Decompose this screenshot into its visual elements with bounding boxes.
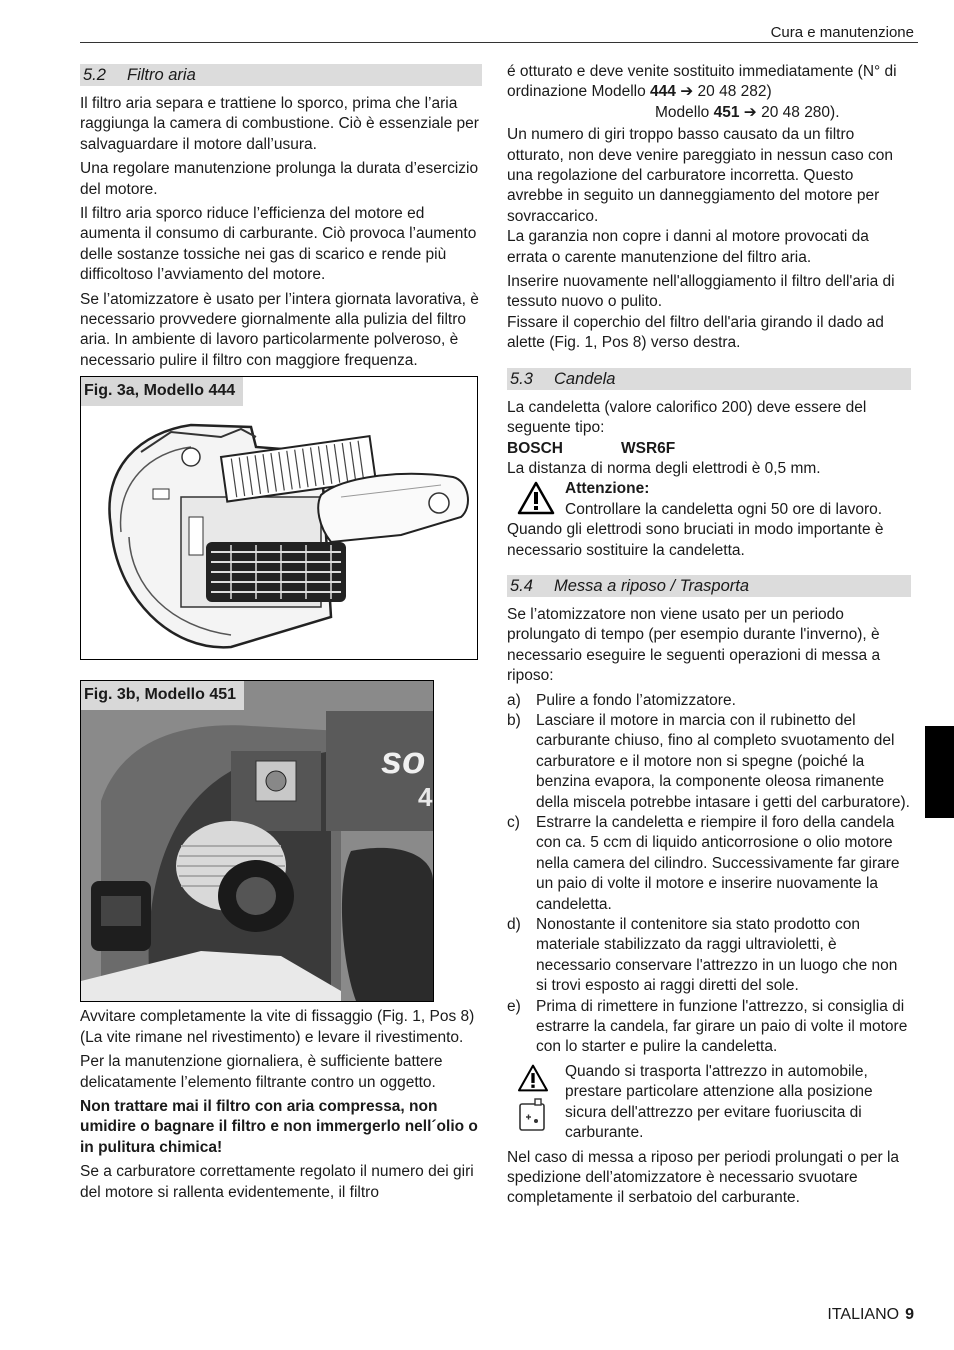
language-tab-marker [925, 726, 954, 818]
paragraph: Inserire nuovamente nell'alloggiamento il filtro dell'aria di tessuto nuovo o pulito. [507, 273, 895, 311]
transport-text: Quando si trasporta l'attrezzo in automobile, prestare particolare attenzione alla posizione sicura dell'attrezzo per evitare fuoriuscita di carburante. [565, 1062, 873, 1142]
list-text: Nonostante il contenitore sia stato prodotto con materiale stabilizzato da raggi ultravioletti, è necessario conservare l'attrezzo in un luogo che non si trovi esposto ai raggi diretti del sole. [536, 916, 898, 995]
storage-steps-list [507, 691, 911, 1058]
paragraph: Se l’atomizzatore non viene usato per un periodo prolungato di tempo (per esempio durante l'inverno), è necessario eseguire le seguenti operazioni di messa a riposo: [507, 605, 881, 685]
section-title: Filtro aria [127, 66, 196, 84]
attention-label: Attenzione: [565, 480, 650, 498]
list-marker: b) [507, 711, 521, 729]
attention-text [507, 500, 911, 561]
section-heading-5-4 [507, 575, 911, 597]
list-marker: e) [507, 997, 521, 1015]
continuation-text: é otturato e deve venite sostituito immediatamente (N° di ordinazione Modello [507, 63, 897, 101]
page-number: 9 [905, 1306, 914, 1323]
list-item [507, 997, 911, 1058]
list-item [507, 813, 911, 915]
transport-warning [507, 1062, 911, 1144]
model-prefix: Modello [655, 103, 710, 121]
transport-icons [517, 1064, 549, 1132]
arrow-icon: ➔ [680, 83, 694, 101]
order-number-451: 20 48 280). [761, 103, 840, 121]
list-text: Estrarre la candeletta e riempire il foro della candela con ca. 5 ccm di liquido anticorrosione o olio motore nella camera del cilindro. Successivamente far girare un paio di volte il motore e inserire nuovamente la candeletta. [536, 814, 900, 913]
paragraph: Una regolare manutenzione prolunga la durata d’esercizio del motore. [80, 160, 479, 198]
paragraph: Il filtro aria sporco riduce l’efficienza del motore ed aumenta il consumo di carburante. Ciò provoca l’aumento delle sostanze tossiche nei gas di scarico e rende più difficoltoso l’avviamento del motore. [80, 205, 477, 284]
section-heading-5-2 [80, 64, 482, 86]
order-number-paragraph [507, 62, 911, 123]
list-marker: a) [507, 691, 521, 709]
warning-triangle-icon [517, 1064, 549, 1092]
paragraph: La distanza di norma degli elettrodi è 0,5 mm. [507, 459, 821, 477]
brand-fragment: so [381, 740, 426, 783]
list-item [507, 691, 911, 711]
paragraph: Se a carburatore correttamente regolato il numero dei giri del motore si rallenta evidentemente, il filtro [80, 1163, 474, 1201]
model-451: 451 [713, 103, 740, 121]
right-column [507, 62, 911, 1213]
fuel-canister-icon [517, 1098, 547, 1132]
list-marker: c) [507, 814, 520, 831]
figure-caption: Fig. 3b, Modello 451 [81, 681, 244, 709]
spark-plug-brand: BOSCH [507, 439, 563, 457]
attention-block [507, 479, 911, 499]
list-marker: d) [507, 916, 521, 934]
attention-body: Controllare la candeletta ogni 50 ore di lavoro. Quando gli elettrodi sono bruciati in modo importante è necessario sostituire la candeletta. [507, 500, 884, 559]
paragraph: Avvitare completamente la vite di fissaggio (Fig. 1, Pos 8) (La vite rimane nel rivestimento) e levare il rivestimento. [80, 1008, 475, 1046]
air-filter-photo-444 [81, 377, 477, 659]
list-item [507, 915, 911, 997]
bold-warning: Non trattare mai il filtro con aria compressa, non umidire o bagnare il filtro e non immergerlo nell´olio o in pulitura chimica! [80, 1097, 478, 1156]
paragraph: Se l’atomizzatore è usato per l’intera giornata lavorativa, è necessario provvedere giornalmente alla pulizia del filtro aria. In ambiente di lavoro particolarmente polveroso, è necessario pulire il filtro con maggiore frequenza. [80, 290, 479, 369]
page-footer [827, 1305, 914, 1325]
model-fragment: 4 [418, 782, 433, 813]
paragraph: Per la manutenzione giornaliera, è sufficiente battere delicatamente l’elemento filtrante contro un oggetto. [80, 1053, 443, 1091]
list-text: Lasciare il motore in marcia con il rubinetto del carburante chiuso, fino al completo svuotamento del carburatore e il motore non si spegne (poiché la benzina evapora, la componente oleosa rimanente della miscela potrebbe intasare i getti del carburatore). [536, 711, 910, 811]
arrow-icon: ➔ [743, 103, 757, 121]
page-header-title: Cura e manutenzione [770, 24, 914, 41]
list-text: Pulire a fondo l’atomizzatore. [536, 691, 736, 709]
list-item [507, 711, 911, 813]
section-number: 5.2 [83, 66, 106, 84]
paragraph: Nel caso di messa a riposo per periodi prolungati o per la spedizione dell’atomizzatore è necessario svuotare completamente il serbatoio del carburante. [507, 1148, 900, 1207]
section-heading-5-3 [507, 368, 911, 390]
warning-triangle-icon [517, 481, 555, 515]
section-number: 5.4 [510, 576, 533, 595]
figure-3a [80, 376, 478, 660]
header-rule [80, 42, 918, 43]
paragraph: La candeletta (valore calorifico 200) deve essere del seguente tipo: [507, 398, 867, 437]
model-444: 444 [650, 83, 676, 101]
section-title: Messa a riposo / Trasporta [554, 576, 750, 595]
air-filter-photo-451 [81, 681, 433, 1001]
paragraph: Il filtro aria separa e trattiene lo sporco, prima che l’aria raggiunga la camera di combustione. Ciò è essenziale per salvaguardare il motore dall’usura. [80, 95, 479, 153]
order-number-444: 20 48 282) [697, 83, 772, 101]
spark-plug-type: WSR6F [621, 439, 676, 457]
paragraph: Fissare il coperchio del filtro dell'aria girando il dado ad alette (Fig. 1, Pos 8) verso destra. [507, 313, 884, 352]
section-title: Candela [554, 369, 616, 388]
list-text: Prima di rimettere in funzione l'attrezzo, si consiglia di estrarre la candela, far girare un paio di volte il motore con lo starter e pulire la candeletta. [536, 997, 908, 1056]
paragraph: Un numero di giri troppo basso causato da un filtro otturato, non deve venire pareggiato in nessun caso con una regolazione del carburatore incorretta. Questo avrebbe in seguito un danneggiamento del motore per sovraccarico. [507, 126, 894, 225]
paragraph: La garanzia non copre i danni al motore provocati da errata o carente manutenzione del filtro aria. [507, 228, 869, 266]
spark-plug-spec [507, 439, 911, 459]
section-number: 5.3 [510, 369, 533, 388]
figure-caption: Fig. 3a, Modello 444 [81, 377, 243, 405]
figure-3b [80, 680, 434, 1002]
left-column [80, 64, 482, 1207]
footer-language: ITALIANO [827, 1306, 900, 1323]
